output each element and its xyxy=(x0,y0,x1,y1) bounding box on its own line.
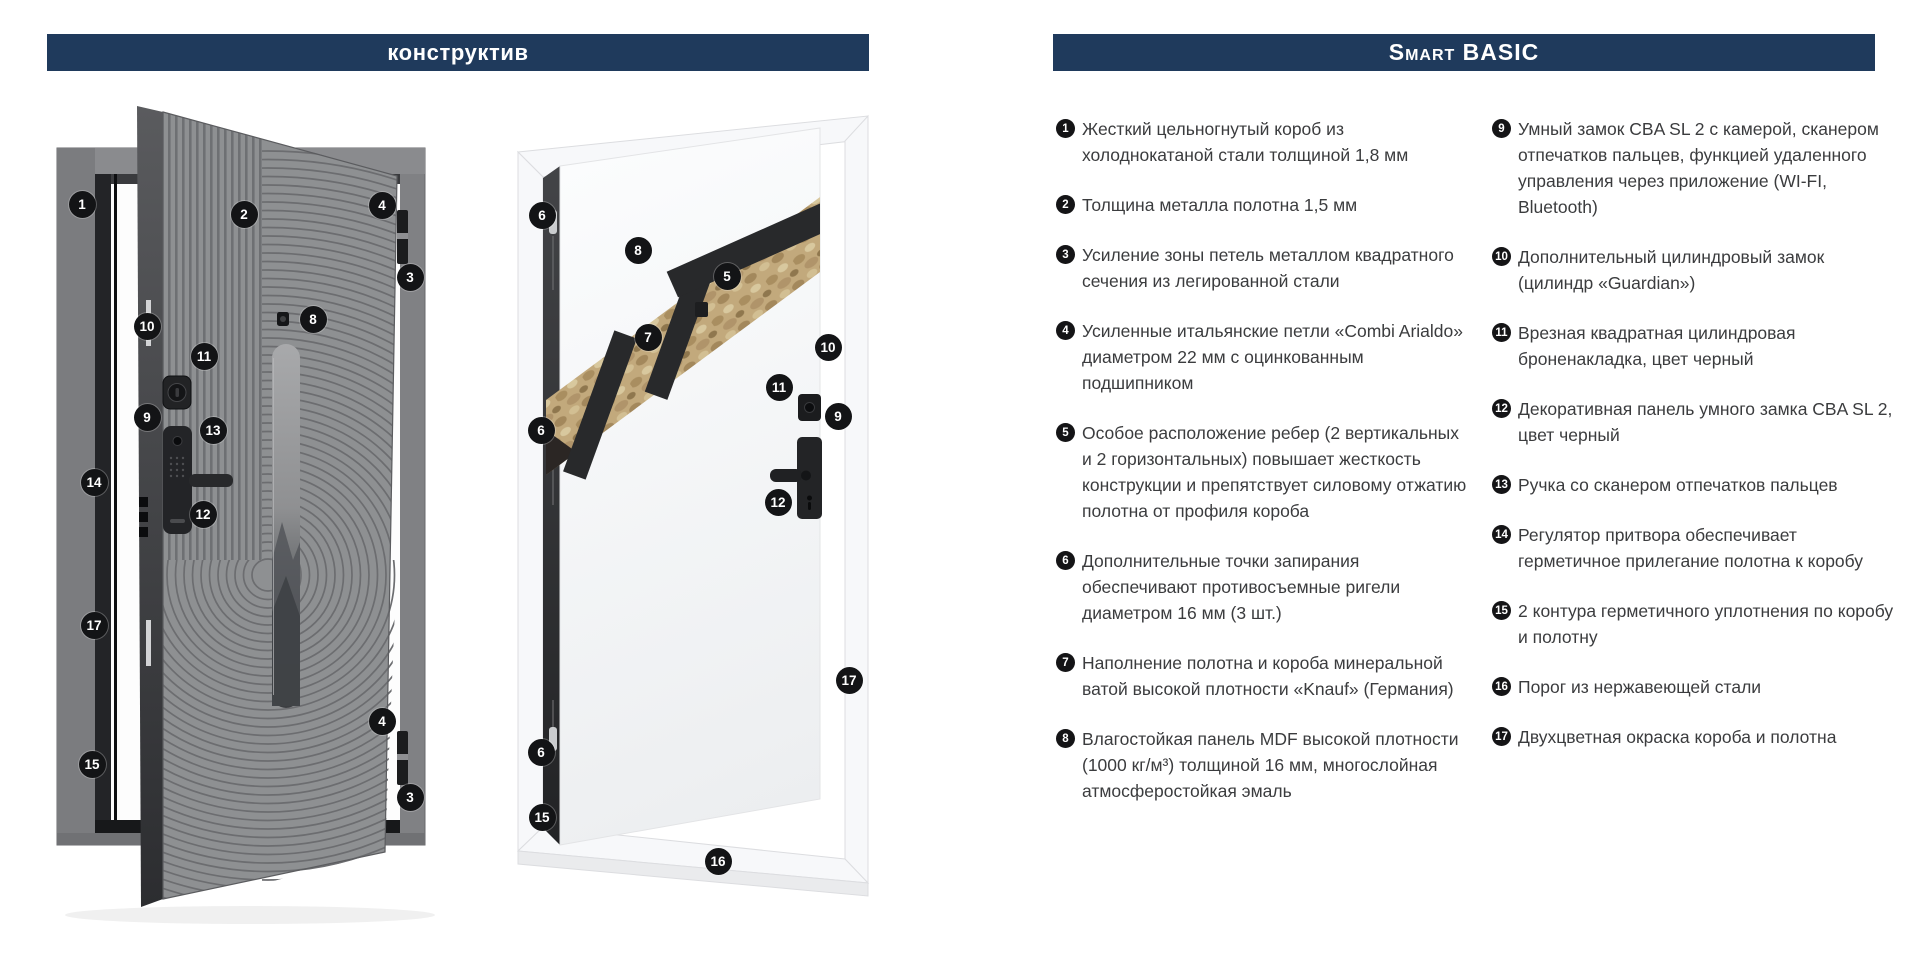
diagram-callout-8: 8 xyxy=(625,237,652,264)
feature-number-badge: 12 xyxy=(1492,399,1511,418)
feature-number-badge: 6 xyxy=(1056,551,1075,570)
feature-item xyxy=(1492,724,1896,750)
door1-lock-camera xyxy=(173,437,182,446)
feature-item xyxy=(1492,472,1896,498)
door1-frame-left-stile xyxy=(57,148,95,845)
door2-diagram xyxy=(518,116,868,896)
features-column-1 xyxy=(1056,116,1468,828)
feature-text: Порог из нержавеющей стали xyxy=(1518,677,1762,697)
diagram-callout-6: 6 xyxy=(528,739,555,766)
diagram-callout-12: 12 xyxy=(190,501,217,528)
feature-text: Регулятор притвора обеспечивает герметичное прилегание полотна к коробу xyxy=(1518,525,1864,571)
door1-sensor-lens xyxy=(280,316,286,322)
feature-number-badge: 13 xyxy=(1492,475,1511,494)
diagram-callout-10: 10 xyxy=(815,334,842,361)
feature-number-badge: 14 xyxy=(1492,525,1511,544)
door2-frame-left-stile xyxy=(518,152,543,851)
diagram-callout-13: 13 xyxy=(200,417,227,444)
feature-number-badge: 8 xyxy=(1056,729,1075,748)
diagram-callout-3: 3 xyxy=(397,784,424,811)
diagram-callout-1: 1 xyxy=(69,191,96,218)
feature-item xyxy=(1056,420,1468,524)
feature-text: Жесткий цельногнутый короб из холоднокатаной стали толщиной 1,8 мм xyxy=(1082,119,1409,165)
door1-edge-slot xyxy=(146,300,151,346)
door1-hinge-top xyxy=(397,210,408,264)
feature-item xyxy=(1056,650,1468,702)
feature-number-badge: 10 xyxy=(1492,247,1511,266)
smart-basic-section-header xyxy=(1053,34,1875,71)
feature-text: Двухцветная окраска короба и полотна xyxy=(1518,727,1837,747)
diagram-callout-7: 7 xyxy=(635,324,662,351)
diagram-callout-2: 2 xyxy=(231,201,258,228)
door1-shadow xyxy=(65,906,435,924)
diagram-callout-14: 14 xyxy=(81,469,108,496)
feature-item xyxy=(1056,318,1468,396)
feature-item xyxy=(1056,726,1468,804)
feature-text: Врезная квадратная цилиндровая броненакладка, цвет черный xyxy=(1518,323,1796,369)
diagram-callout-12: 12 xyxy=(765,489,792,516)
feature-number-badge: 2 xyxy=(1056,195,1075,214)
feature-number-badge: 7 xyxy=(1056,653,1075,672)
feature-number-badge: 17 xyxy=(1492,727,1511,746)
diagram-callout-8: 8 xyxy=(300,306,327,333)
door1-cylinder-plate xyxy=(163,376,191,409)
door1-lock-bolt xyxy=(139,527,148,537)
feature-text: Дополнительный цилиндровый замок (цилиндр «Guardian») xyxy=(1518,247,1825,293)
feature-number-badge: 3 xyxy=(1056,245,1075,264)
feature-number-badge: 16 xyxy=(1492,677,1511,696)
feature-number-badge: 4 xyxy=(1056,321,1075,340)
feature-text: Особое расположение ребер (2 вертикальных и 2 горизонтальных) повышает жесткость конструкции и препятствует силовому отжатию полотна от профиля короба xyxy=(1082,423,1467,521)
feature-text: Толщина металла полотна 1,5 мм xyxy=(1082,195,1358,215)
diagram-callout-6: 6 xyxy=(529,202,556,229)
door1-edge-slot xyxy=(146,620,151,666)
door1-handle xyxy=(189,474,233,487)
feature-item xyxy=(1056,192,1468,218)
feature-item xyxy=(1492,320,1896,372)
door1-window xyxy=(272,344,300,708)
door1-hinge-bottom xyxy=(397,731,408,785)
door1-lock-bolt xyxy=(139,512,148,522)
feature-text: 2 контура герметичного уплотнения по коробу и полотну xyxy=(1518,601,1894,647)
feature-text: Усиленные итальянские петли «Combi Arialdo» диаметром 22 мм с оцинкованным подшипником xyxy=(1082,321,1464,393)
feature-item xyxy=(1492,116,1896,220)
diagram-callout-17: 17 xyxy=(81,612,108,639)
door-diagrams-svg xyxy=(0,0,960,960)
feature-text: Усиление зоны петель металлом квадратного сечения из легированной стали xyxy=(1082,245,1454,291)
diagram-callout-5: 5 xyxy=(714,263,741,290)
feature-item xyxy=(1056,242,1468,294)
diagram-callout-15: 15 xyxy=(79,751,106,778)
door1-lock-bolt xyxy=(139,497,148,507)
door1-left-seal xyxy=(95,174,111,833)
feature-item xyxy=(1056,116,1468,168)
smart-basic-title: Smart BASIC xyxy=(1388,39,1540,65)
construction-title: конструктив xyxy=(387,40,529,65)
door2-rib-cutout xyxy=(695,302,708,317)
feature-item xyxy=(1492,522,1896,574)
diagram-callout-16: 16 xyxy=(705,848,732,875)
door1-card-reader xyxy=(170,519,185,523)
door2-handle xyxy=(770,469,802,482)
diagram-callout-9: 9 xyxy=(825,403,852,430)
diagram-callout-11: 11 xyxy=(766,374,793,401)
door2-frame-right-stile xyxy=(845,116,868,883)
door2-armored-plate xyxy=(798,394,821,421)
diagram-callout-3: 3 xyxy=(397,264,424,291)
feature-text: Дополнительные точки запирания обеспечивают противосъемные ригели диаметром 16 мм (3 шт.) xyxy=(1082,551,1401,623)
diagram-callout-4: 4 xyxy=(369,192,396,219)
feature-item xyxy=(1492,244,1896,296)
diagram-callout-4: 4 xyxy=(369,708,396,735)
feature-item xyxy=(1492,598,1896,650)
feature-text: Декоративная панель умного замка CBA SL 2, цвет черный xyxy=(1518,399,1893,445)
feature-number-badge: 5 xyxy=(1056,423,1075,442)
feature-text: Наполнение полотна и короба минеральной ватой высокой плотности «Knauf» (Германия) xyxy=(1082,653,1454,699)
feature-number-badge: 9 xyxy=(1492,119,1511,138)
door1-seal-line xyxy=(114,174,117,833)
feature-text: Умный замок CBA SL 2 с камерой, сканером отпечатков пальцев, функцией удаленного управления через приложение (WI-FI, Bluetooth) xyxy=(1518,119,1879,217)
diagram-callout-17: 17 xyxy=(836,667,863,694)
feature-item xyxy=(1056,548,1468,626)
feature-number-badge: 11 xyxy=(1492,323,1511,342)
feature-item xyxy=(1492,674,1896,700)
feature-text: Ручка со сканером отпечатков пальцев xyxy=(1518,475,1838,495)
diagram-callout-6: 6 xyxy=(528,417,555,444)
feature-text: Влагостойкая панель MDF высокой плотности (1000 кг/м³) толщиной 16 мм, многослойная атмосферостойкая эмаль xyxy=(1082,729,1459,801)
diagram-callout-15: 15 xyxy=(529,804,556,831)
door-illustrations xyxy=(0,0,960,960)
feature-item xyxy=(1492,396,1896,448)
features-column-2 xyxy=(1492,116,1896,774)
diagram-callout-10: 10 xyxy=(134,313,161,340)
feature-number-badge: 15 xyxy=(1492,601,1511,620)
diagram-callout-9: 9 xyxy=(134,404,161,431)
feature-number-badge: 1 xyxy=(1056,119,1075,138)
diagram-callout-11: 11 xyxy=(191,343,218,370)
